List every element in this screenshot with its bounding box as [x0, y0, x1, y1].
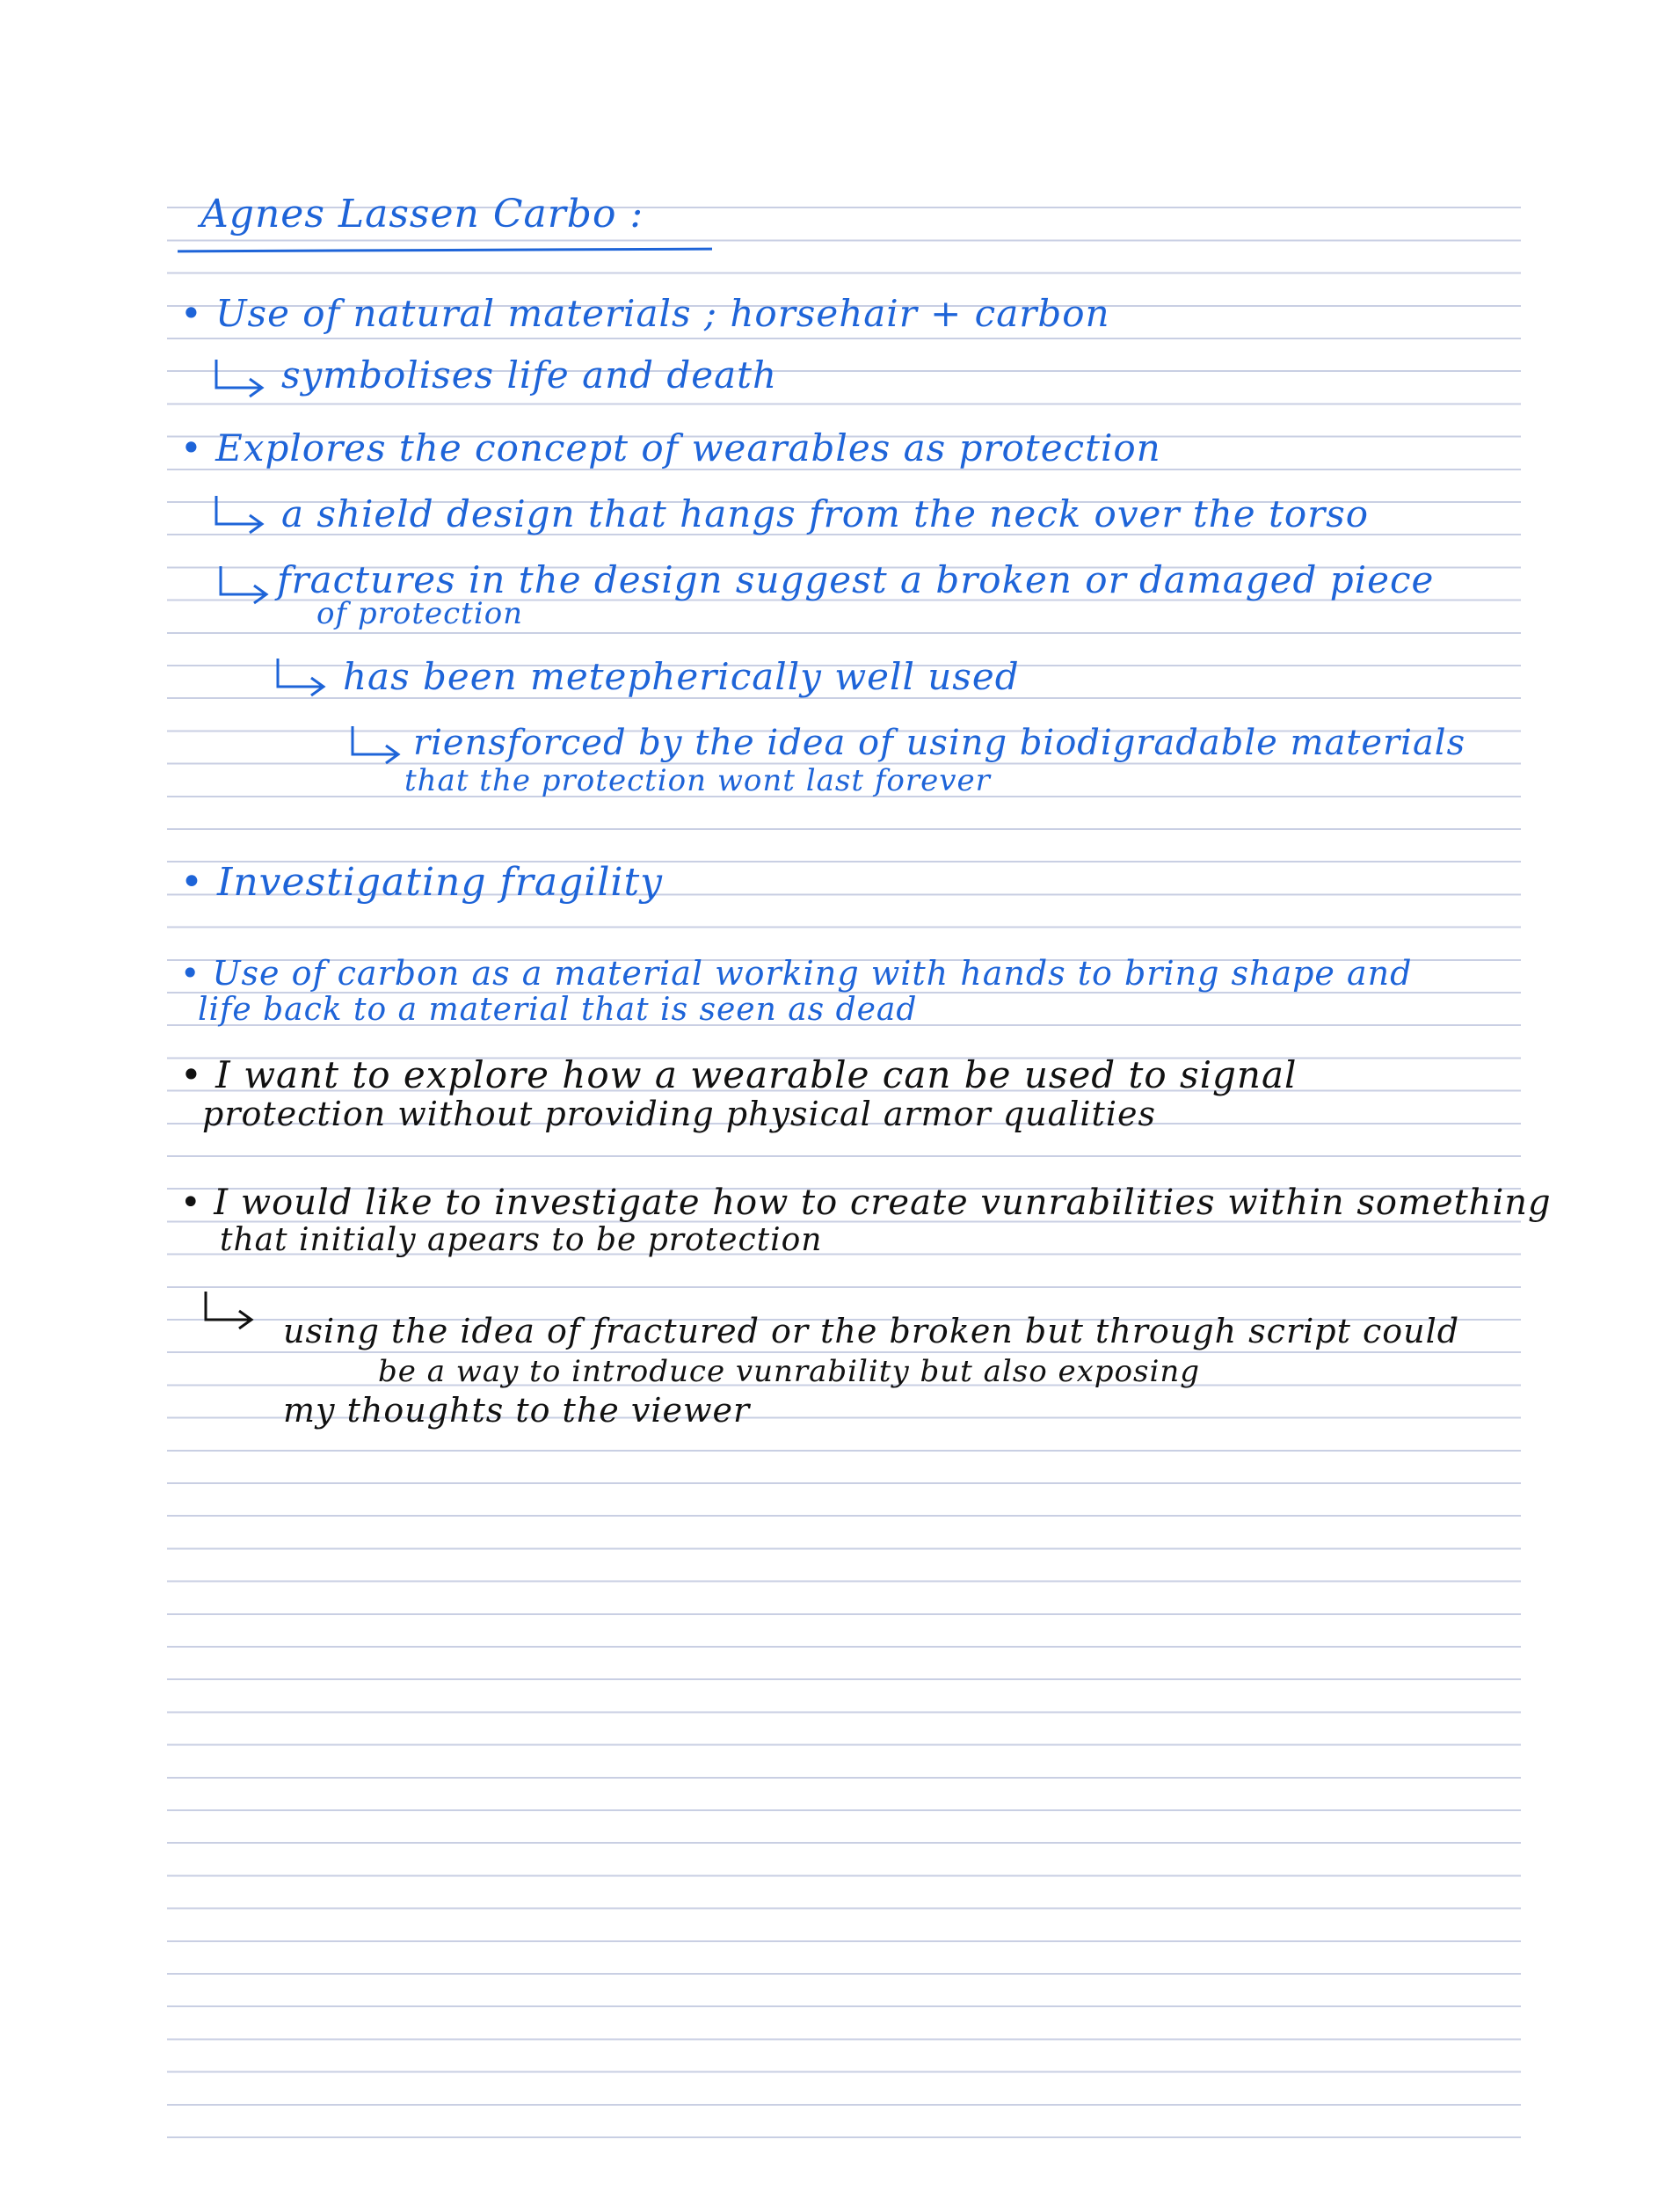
note-vulnerabilities: • I would like to investigate how to create vunrabilities within something: [180, 1183, 1552, 1223]
arrow-icon: [347, 723, 409, 767]
note-life-and-death: symbolises life and death: [281, 353, 778, 397]
page-title: Agnes Lassen Carbo :: [200, 192, 644, 237]
arrow-icon: [273, 655, 334, 699]
note-investigating-fragility: • Investigating fragility: [180, 860, 664, 905]
note-signal-protection: • I want to explore how a wearable can be used to signal: [180, 1053, 1298, 1096]
note-signal-protection-continued: protection without providing physical armor qualities: [202, 1095, 1156, 1133]
arrow-icon: [200, 1288, 262, 1332]
note-wearables-protection: • Explores the concept of wearables as protection: [180, 426, 1161, 469]
note-use-of-carbon-continued: life back to a material that is seen as dead: [198, 992, 918, 1028]
note-metaphorically-used: has been metepherically well used: [343, 655, 1020, 698]
note-script-idea-continued: be a way to introduce vunrability but also exposing: [378, 1354, 1200, 1389]
note-vulnerabilities-continued: that initialy apears to be protection: [220, 1222, 823, 1258]
note-script-idea: using the idea of fractured or the broken but through script could: [283, 1312, 1460, 1350]
title-underline: [178, 248, 712, 253]
arrow-icon: [211, 492, 273, 536]
note-fractures: fractures in the design suggest a broken or damaged piece: [277, 558, 1435, 601]
note-biodegradable: riensforced by the idea of using biodigradable materials: [413, 723, 1466, 763]
note-shield-design: a shield design that hangs from the neck over the torso: [281, 492, 1370, 535]
arrow-icon: [215, 563, 277, 607]
note-biodegradable-continued: that the protection wont last forever: [404, 763, 991, 798]
arrow-icon: [211, 356, 273, 400]
note-fractures-continued: of protection: [316, 596, 524, 631]
note-script-idea-end: my thoughts to the viewer: [283, 1391, 751, 1430]
note-use-of-carbon: • Use of carbon as a material working with hands to bring shape and: [180, 954, 1413, 993]
note-natural-materials: • Use of natural materials ; horsehair + carbon: [180, 292, 1110, 335]
